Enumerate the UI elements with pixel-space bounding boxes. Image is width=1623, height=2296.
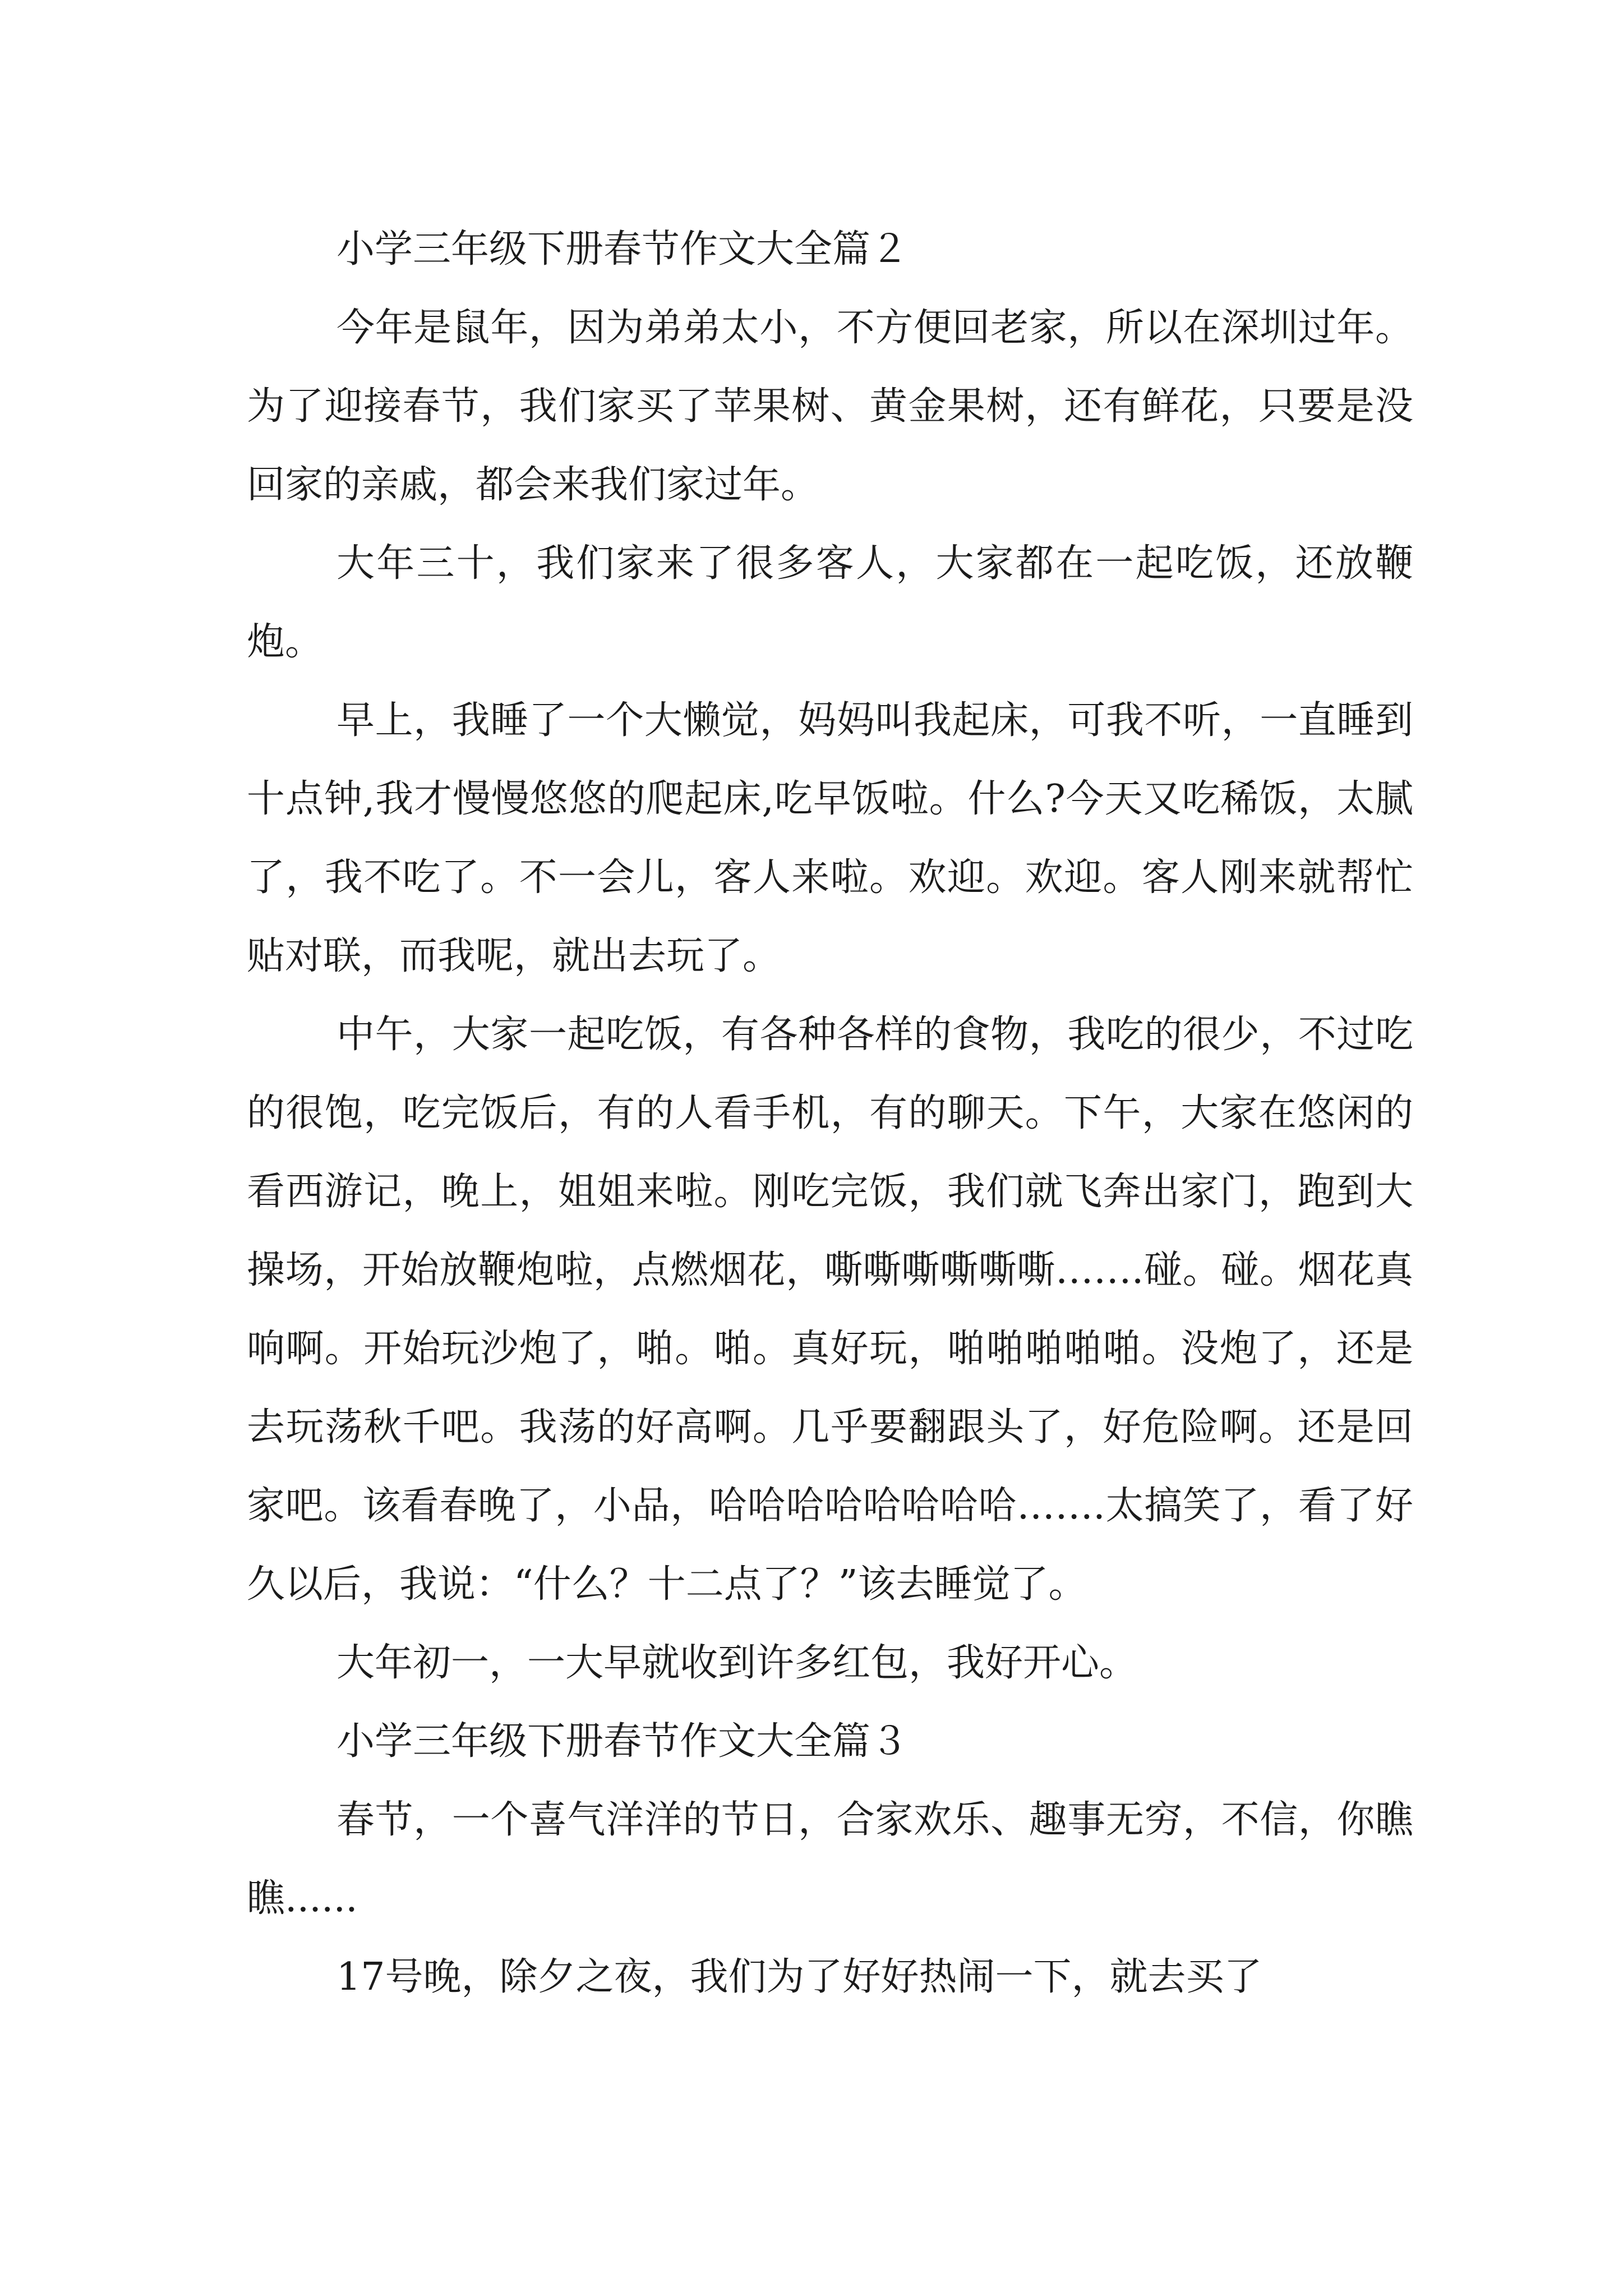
paragraph: 早上，我睡了一个大懒觉，妈妈叫我起床，可我不听，一直睡到十点钟,我才慢慢悠悠的爬起床,吃早饭啦。什么?今天又吃稀饭，太腻了，我不吃了。不一会儿，客人来啦。欢迎。欢迎。客人刚来就帮忙贴对联，而我呢，就出去玩了。	[247, 698, 1413, 978]
paragraph: 今年是鼠年，因为弟弟太小，不方便回老家，所以在深圳过年。为了迎接春节，我们家买了苹果树、黄金果树，还有鲜花，只要是没回家的亲戚，都会来我们家过年。	[247, 306, 1413, 507]
paragraph: 中午，大家一起吃饭，有各种各样的食物，我吃的很少，不过吃的很饱，吃完饭后，有的人看手机，有的聊天。下午，大家在悠闲的看西游记，晚上，姐姐来啦。刚吃完饭，我们就飞奔出家门，跑到大操场，开始放鞭炮啦，点燃烟花，嘶嘶嘶嘶嘶嘶…….碰。碰。烟花真响啊。开始玩沙炮了，啪。啪。真好玩，啪啪啪啪啪。没炮了，还是去玩荡秋千吧。我荡的好高啊。几乎要翻跟头了，好危险啊。还是回家吧。该看春晚了，小品，哈哈哈哈哈哈哈哈…….太搞笑了，看了好久以后，我说：“什么？十二点了？”该去睡觉了。	[247, 1013, 1413, 1607]
paragraph: 大年三十，我们家来了很多客人，大家都在一起吃饭，还放鞭炮。	[247, 541, 1413, 664]
section-heading: 小学三年级下册春节作文大全篇３	[336, 1719, 909, 1764]
document-body	[247, 210, 1413, 2017]
paragraph: 大年初一，一大早就收到许多红包，我好开心。	[336, 1641, 1138, 1685]
section-heading: 小学三年级下册春节作文大全篇２	[336, 227, 909, 272]
paragraph: 17号晚，除夕之夜，我们为了好好热闹一下，就去买了	[336, 1955, 1262, 1999]
paragraph: 春节，一个喜气洋洋的节日，合家欢乐、趣事无穷，不信，你瞧瞧......	[247, 1798, 1413, 1921]
